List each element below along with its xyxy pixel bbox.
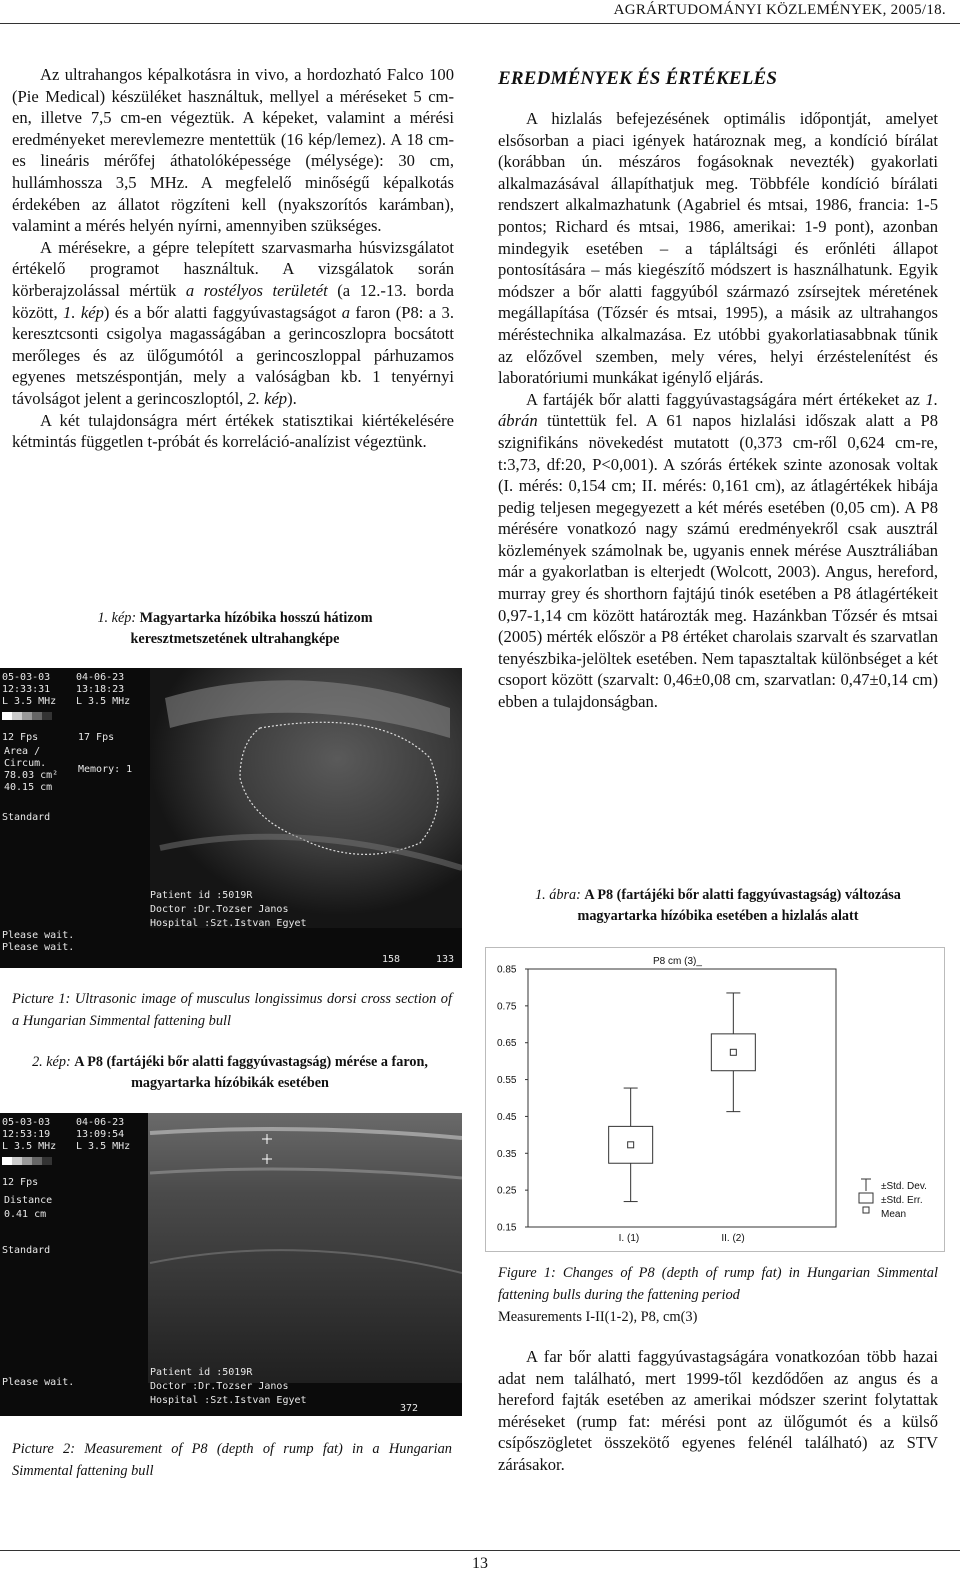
italic-span: 1. kép [63,302,104,322]
overlay-memory: Memory: 1 [78,764,133,775]
y-tick-label: 0.85 [497,964,517,976]
italic-span: 2. kép [247,388,288,408]
ultrasound-image-1 [0,668,462,968]
text-span: faron (P8: a 3. keresztcsonti csigolya magasságában a gerincoszlopra bocsátott merőleges és az ülőgumótól a gerincoszloppal párhuzamos egyenes metszéspontján, mely a valóságban kb. 1 tenyérnyi távolságot jelent a gerincoszloptól, [12,302,454,408]
picture2-caption-lead: 2. kép: [32,1054,71,1070]
overlay-fps-1: 12 Fps [2,732,39,743]
overlay-area-value: 78.03 cm² [4,770,59,781]
overlay-please-wait: Please wait. [2,930,75,941]
overlay-patient: Patient id :5019R [150,1367,253,1378]
figure1-english-caption: Figure 1: Changes of P8 (depth of rump fat) in Hungarian Simmental fattening bulls during the fattening period [498,1265,938,1303]
italic-span: 1. ábrán [498,389,938,431]
results-paragraph-1: A hizlalás befejezésének optimális időpontját, amelyet elsősorban a piaci igények határoznak meg, a kondíció bírálat (korábban ún. mészáros fogásoknak nevezték) gyakorlati alkalmazásával állapíthatjuk meg. Többféle kondíció bírálati rendszert alkalmazhatunk (Agabriel és mtsai, 1986, francia: 1-5 pontos; Richard és mtsai, 1986, amerikai: 1-9 pont), azonban mindegyik esetében – a tápláltsági és erőnléti állapot pontosítására – más kiegészítő módszert is használhatunk. Egyik módszer a bőr alatti faggyúból származó zsírsejtek méretének megállapítása (Tőzsér és mtsai, 1995), a másik az ultrahangos méréstechnika alkalmazása. Ez utóbbi gyakorlatiasabbnak tűnik az előzővel szemben, mely véres, helyi érzéstelenítést és laboratóriumi munkákat igénylő eljárás. [498,109,938,388]
methods-paragraph-1: Az ultrahangos képalkotásra in vivo, a hordozható Falco 100 (Pie Medical) készüléket használtuk, mellyel a méréseket 5 cm-en, illetve 7,5 cm-en végeztük. A képeket, valamint a mérési eredményeket merevlemezre mentettük (16 kép/lemez). A 18 cm-es lineáris mérőfej áthatolóképessége (mélysége): 30 cm, hullámhossza 3,5 MHz. A megfelelő minőségű képalkotás érdekében az állatot rögzíteni kell (nyakszorítós karámban), valamint a mérés helyén nyírni, amennyiben szükséges. [12,65,454,236]
text-span: (a 12.-13. borda között, [12,280,454,322]
overlay-frame-of: 133 [436,954,455,965]
legend-label: ±Std. Err. [881,1195,923,1206]
overlay-time-2: 13:09:54 [76,1129,125,1140]
overlay-hospital: Hospital :Szt.Istvan Egyet [150,918,307,929]
overlay-hospital: Hospital :Szt.Istvan Egyet [150,1395,307,1406]
overlay-patient: Patient id :5019R [150,890,253,901]
legend [859,1179,927,1220]
ultrasound-2-svg [0,1113,462,1416]
running-header: AGRÁRTUDOMÁNYI KÖZLEMÉNYEK, 2005/18. [613,2,946,18]
box-series [609,993,756,1202]
x-tick-label: I. (1) [618,1233,640,1244]
figure1-caption-text: A P8 (fartájéki bőr alatti faggyúvastagság) változása magyartarka hízóbika esetében a hizlalás alatt [577,887,901,924]
overlay-fps: 12 Fps [2,1177,39,1188]
mean-marker [730,1049,736,1055]
y-axis-ticks [497,965,528,1234]
text-span: A fartájék bőr alatti faggyúvastagságára mért értékeket az [526,389,926,409]
figure1-caption [506,885,930,927]
overlay-freq-1: L 3.5 MHz [2,696,57,707]
ultrasound-image-2 [0,1113,462,1416]
text-span: A mérésekre, a gépre telepített szarvasmarha húsvizsgálatot értékelő programot használtuk. A vizsgálatok során körberajzolással mértük [12,237,454,300]
x-axis-labels [619,1233,745,1244]
y-tick-label: 0.25 [497,1185,517,1197]
page-number: 13 [472,1555,488,1572]
overlay-doctor: Doctor :Dr.Tozser Janos [150,1381,289,1392]
overlay-time-1: 12:53:19 [2,1129,51,1140]
header-rule [0,23,960,24]
italic-span: a [341,302,350,322]
overlay-freq-1: L 3.5 MHz [2,1141,57,1152]
italic-span: a rostélyos területét [185,280,328,300]
grayscale-bar [2,1157,52,1165]
results-paragraph-3: A far bőr alatti faggyúvastagságára vonatkozóan több hazai adat nem található, mert 1999-től kezdődően az angus és a hereford fajták esetében az amerikai módszer szerint folytattak méréseket (rump fat: mérési pont az ülőgumót és a külső csípőszögletet összekötő egyenes felénél található) az STV zárásakor. [498,1347,938,1474]
overlay-distance-label: Distance [4,1195,53,1206]
overlay-please-wait-2: Please wait. [2,942,75,953]
y-tick-label: 0.65 [497,1038,517,1050]
chart-frame [486,948,945,1252]
text-span: ) és a bőr alatti faggyúvastagságot [103,302,342,322]
text-span: ). [287,388,297,408]
left-column [12,64,454,453]
x-tick-label: II. (2) [721,1233,745,1244]
overlay-fps-2: 17 Fps [78,732,115,743]
y-tick-label: 0.45 [497,1111,517,1123]
chart-title: P8 cm (3)_ [653,956,702,967]
picture1-caption-lead: 1. kép: [97,610,137,626]
picture2-caption-text: A P8 (fartájéki bőr alatti faggyúvastagság) mérése a faron, magyartarka hízóbikák esetében [74,1054,428,1091]
overlay-frame: 372 [400,1403,419,1414]
overlay-area-label: Area / [4,746,41,757]
overlay-please-wait: Please wait. [2,1377,75,1388]
figure1-chart [485,947,945,1252]
text-span: tüntettük fel. A 61 napos hizlalási időszak alatt a P8 szignifikáns növekedést mutatott (0,373 cm-ről 0,624 cm-re, t:3,73, df:20, P<0,001). A szórás értékek szinte azonosak voltak (I. mérés: 0,154 cm; II. mérés: 0,161 cm), az átlagértékek hibája pedig teljesen megegyezett a két mérés esetében (0,05 cm). A P8 mérésére vonatkozó nagy számú eredményekről csak ausztrál közlemények számolnak be, ugyanis ennek mérése Ausztráliában már a gyakorlatban is elterjedt (Wolcott, 2003). Angus, hereford, murray grey és shorthorn fajtájú tinók esetében a P8 átlagértékeit 0,97-1,14 cm között határozták meg. Hazánkban Tőzsér és mtsai (2005) mérték először a P8 értéket charolais szarvalt és szarvatlan tenyészbika-jelöltek esetében. Nem tapasztaltak különbséget a két csoport között (szarvalt: 0,46±0,08 cm, szarvatlan: 0,47±0,14 cm) ebben a tulajdonságban. [498,411,938,712]
overlay-circ-label: Circum. [4,758,47,769]
plot-area [528,969,836,1227]
box-group [711,993,755,1112]
overlay-standard: Standard [2,1245,51,1256]
overlay-distance-value: 0.41 cm [4,1209,47,1220]
y-tick-label: 0.35 [497,1148,517,1160]
methods-paragraph-3: A két tulajdonságra mért értékek statisztikai kiértékelésére kétmintás független t-próbát és korreláció-analízist végeztünk. [12,410,454,452]
y-tick-label: 0.55 [497,1075,517,1087]
overlay-time-2: 13:18:23 [76,684,125,695]
overlay-date-1: 05-03-03 [2,1117,51,1128]
grayscale-bar [2,712,52,720]
picture1-caption [70,608,400,650]
mean-marker [628,1142,634,1148]
legend-label: Mean [881,1209,907,1220]
right-column-bottom [498,1346,938,1476]
y-tick-label: 0.75 [497,1001,517,1013]
results-paragraph-2 [498,389,938,713]
section-title: EREDMÉNYEK ÉS ÉRTÉKELÉS [498,68,778,89]
legend-mean-symbol [863,1207,869,1213]
picture2-caption [30,1052,430,1094]
overlay-doctor: Doctor :Dr.Tozser Janos [150,904,289,915]
picture1-english-caption: Picture 1: Ultrasonic image of musculus longissimus dorsi cross section of a Hungarian Simmental fattening bull [12,991,452,1029]
picture2-english-caption: Picture 2: Measurement of P8 (depth of rump fat) in a Hungarian Simmental fattening bull [12,1441,452,1479]
methods-paragraph-2 [12,237,454,410]
overlay-frame: 158 [382,954,401,965]
legend-label: ±Std. Dev. [881,1181,927,1192]
overlay-date-2: 04-06-23 [76,1117,125,1128]
overlay-freq-2: L 3.5 MHz [76,1141,131,1152]
overlay-date-2: 04-06-23 [76,672,125,683]
figure1-measurements-label: Measurements I-II(1-2), P8, cm(3) [498,1309,698,1325]
ultrasound-1-svg [0,668,462,968]
overlay-freq-2: L 3.5 MHz [76,696,131,707]
right-column [498,64,938,713]
overlay-time-1: 12:33:31 [2,684,51,695]
scan-field [148,1113,462,1383]
footer-rule [0,1550,960,1551]
box-group [609,1088,653,1202]
overlay-standard: Standard [2,812,51,823]
legend-se-symbol [859,1193,873,1203]
overlay-date-1: 05-03-03 [2,672,51,683]
picture1-caption-text: Magyartarka hízóbika hosszú hátizom keresztmetszetének ultrahangképe [130,610,373,647]
y-tick-label: 0.15 [497,1222,517,1234]
overlay-circ-value: 40.15 cm [4,782,53,793]
boxplot-svg [485,947,945,1252]
figure1-caption-lead: 1. ábra: [535,887,581,903]
